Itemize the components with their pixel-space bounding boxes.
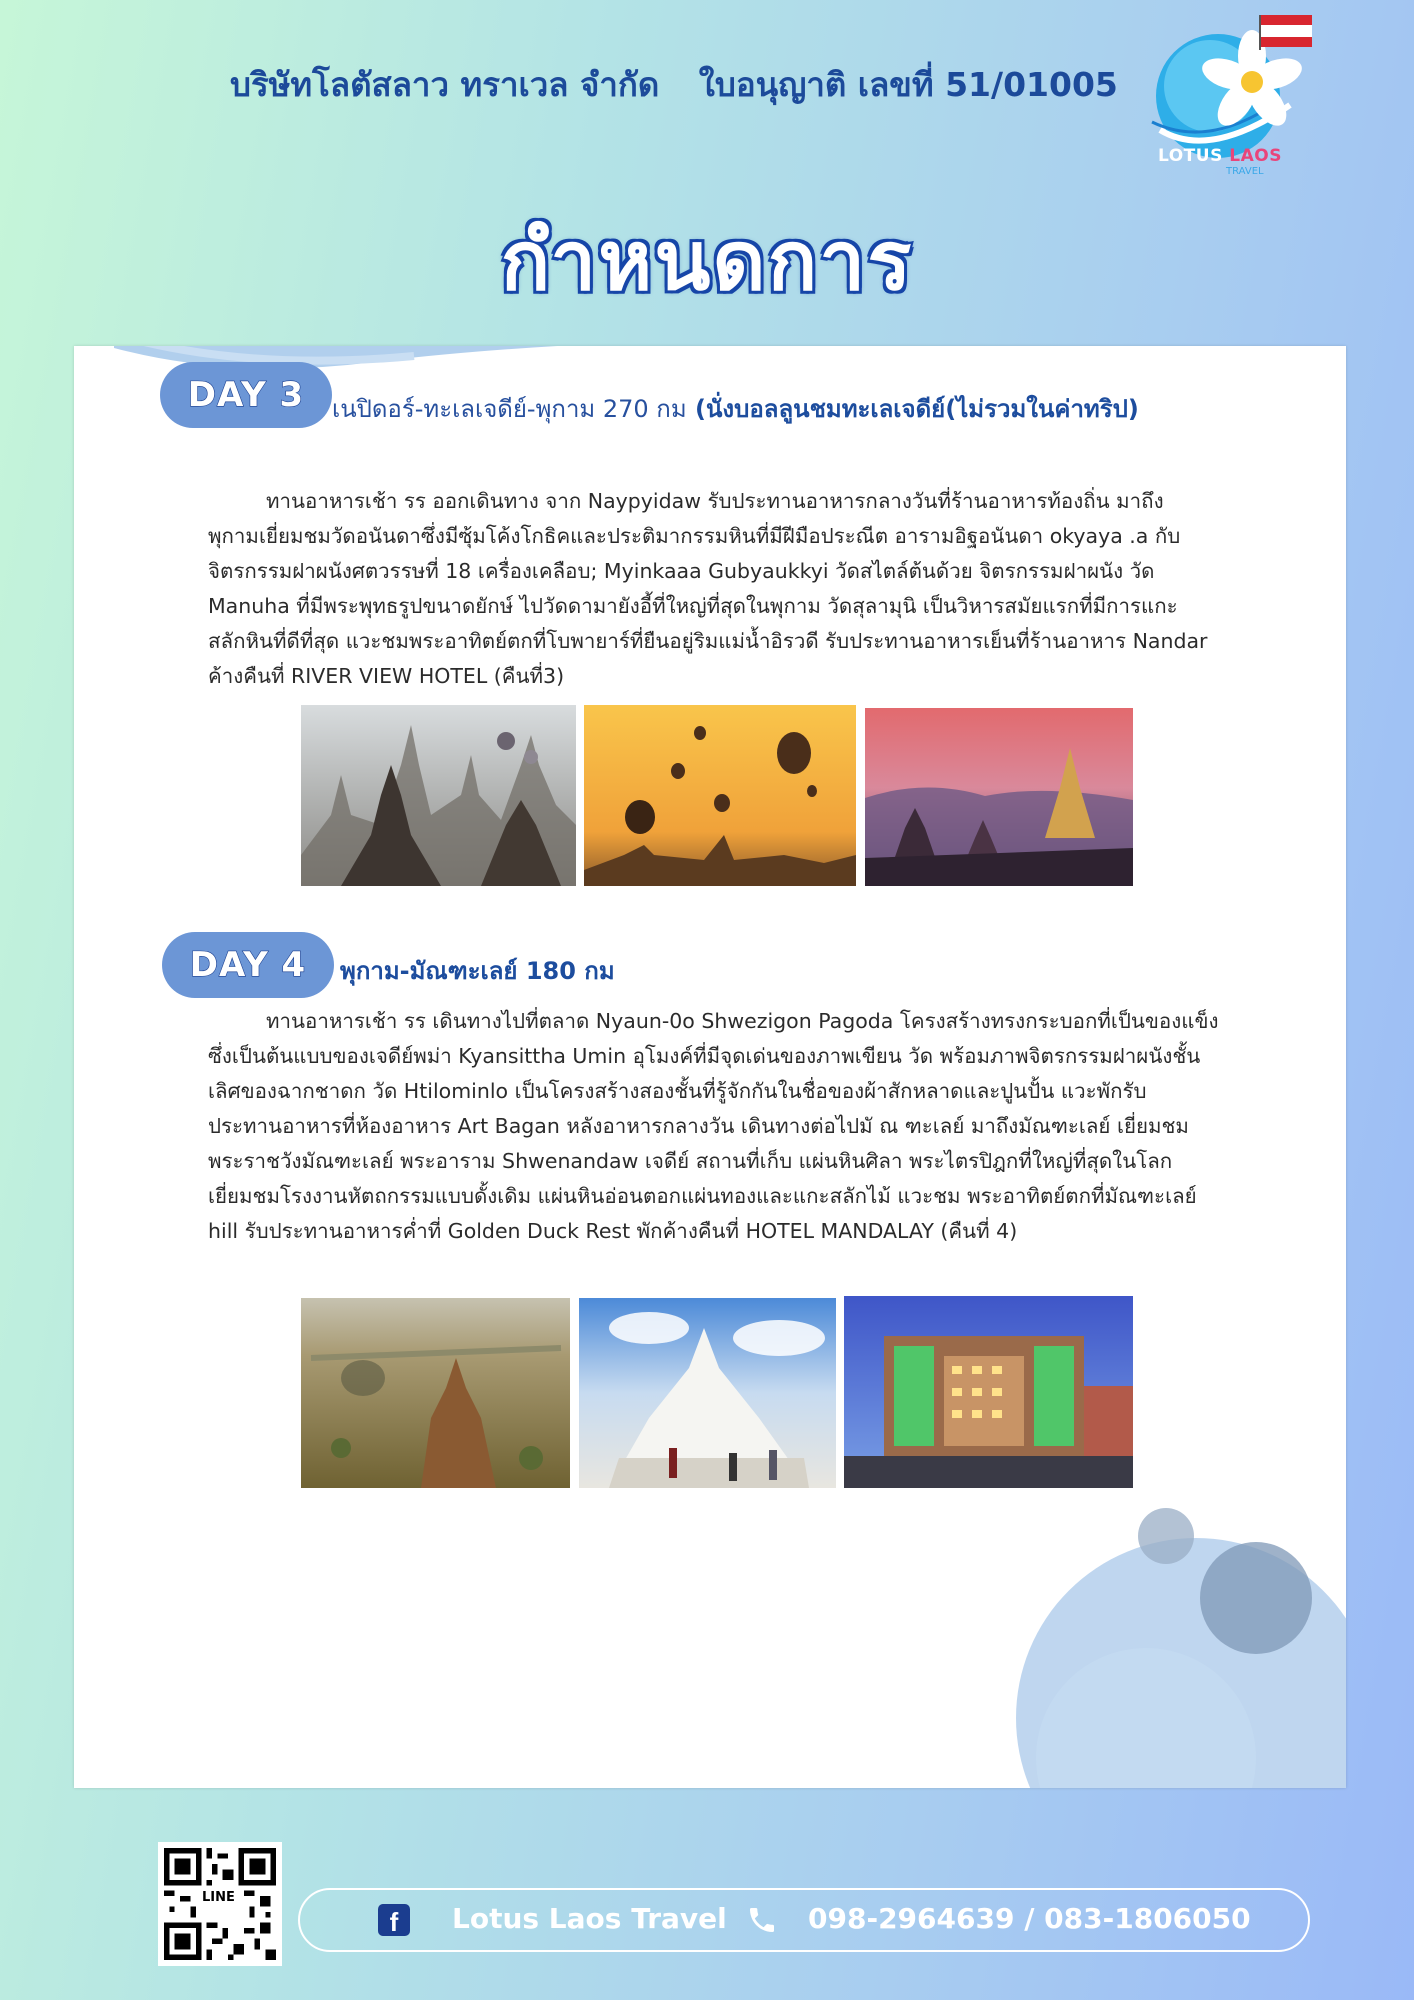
hotel-mandalay-photo [844,1296,1133,1488]
facebook-icon[interactable]: f [378,1904,410,1936]
itinerary-card [74,346,1346,1788]
day-4-badge: DAY 4 [162,932,334,998]
logo-subtext: TRAVEL [1226,166,1264,177]
logo-wordmark: LOTUS LAOS [1158,146,1282,166]
day-3-badge: DAY 3 [160,362,332,428]
page-title: กำหนดการ [500,214,914,309]
day-3-route: เนปิดอร์-ทะเลเจดีย์-พุกาม 270 กม [332,395,687,423]
company-name: บริษัทโลตัสลาว ทราเวล จำกัด [230,65,660,104]
facebook-page-link[interactable]: Lotus Laos Travel [452,1902,727,1935]
day-4-heading [340,950,1240,992]
bagan-plain-photo [301,1298,570,1488]
white-pagoda-photo [579,1298,836,1488]
license-number: ใบอนุญาติ เลขที่ 51/01005 [698,65,1118,104]
sunset-pagodas-photo [865,708,1133,886]
day-4-route: พุกาม-มัณฑะเลย์ 180 กม [340,957,615,985]
hot-air-balloons-photo [584,705,856,886]
line-qr-code[interactable] [158,1842,282,1966]
phone-numbers[interactable]: 098-2964639 / 083-1806050 [808,1902,1251,1935]
day-3-note: (นั่งบอลลูนชมทะเลเจดีย์(ไม่รวมในค่าทริป) [695,395,1139,423]
misty-temples-photo [301,705,576,886]
day-3-heading [208,388,1228,430]
qr-line-label: LINE [202,1890,235,1905]
watercolor-circles-decoration [966,1488,1346,1788]
company-header [230,58,1130,111]
phone-icon [746,1904,778,1936]
day-4-description: ทานอาหารเช้า รร เดินทางไปที่ตลาด Nyaun-0o Shwezigon Pagoda โครงสร้างทรงกระบอกที่เป็นของแข็งซึ่งเป็นต้นแบบของเจดีย์พม่า Kyansittha Umin อุโมงค์ที่มีจุดเด่นของภาพเขียน วัด พร้อมภาพจิตรกรรมฝาผนังชั้นเลิศของฉากชาดก วัด Htilominlo เป็นโครงสร้างสองชั้นที่รู้จักกันในชื่อของผ้าสักหลาดและปูนปั้น แวะพักรับประทานอาหารที่ห้องอาหาร Art Bagan หลังอาหารกลางวัน เดินทางต่อไปมั ณ ฑะเลย์ มาถึงมัณฑะเลย์ เยี่ยมชม พระราชวังมัณฑะเลย์ พระอาราม Shwenandaw เจดีย์ สถานที่เก็บ แผ่นหินศิลา พระไตรปิฎกที่ใหญ่ที่สุดในโลก เยี่ยมชมโรงงานหัตถกรรมแบบดั้งเดิม แผ่นหินอ่อนตอกแผ่นทองและแกะสลักไม้ แวะชม พระอาทิตย์ตกที่มัณฑะเลย์ hill รับประทานอาหารค่ำที่ Golden Duck Rest พักค้างคืนที่ HOTEL MANDALAY (คืนที่ 4) [208,1009,1219,1243]
day-3-description: ทานอาหารเช้า รร ออกเดินทาง จาก Naypyidaw รับประทานอาหารกลางวันที่ร้านอาหารท้องถิ่น มาถึงพุกามเยี่ยมชมวัดอนันดาซึ่งมีซุ้มโค้งโกธิคและประติมากรรมหินที่มีฝีมือประณีต อารามอิฐอนันดา okyaya .a กับจิตรกรรมฝาผนังศตวรรษที่ 18 เครื่องเคลือบ; Myinkaaa Gubyaukkyi วัดสไตล์ต้นด้วย จิตรกรรมฝาผนัง วัด Manuha ที่มีพระพุทธรูปขนาดยักษ์ ไปวัดดามายังอี้ที่ใหญ่ที่สุดในพุกาม วัดสุลามุนิ เป็นวิหารสมัยแรกที่มีการแกะสลักหินที่ดีที่สุด แวะชมพระอาทิตย์ตกที่โบพายาร์ที่ยืนอยู่ริมแม่น้ำอิรวดี รับประทานอาหารเย็นที่ร้านอาหาร Nandar ค้างคืนที่ RIVER VIEW HOTEL (คืนที่3) [208,489,1208,688]
